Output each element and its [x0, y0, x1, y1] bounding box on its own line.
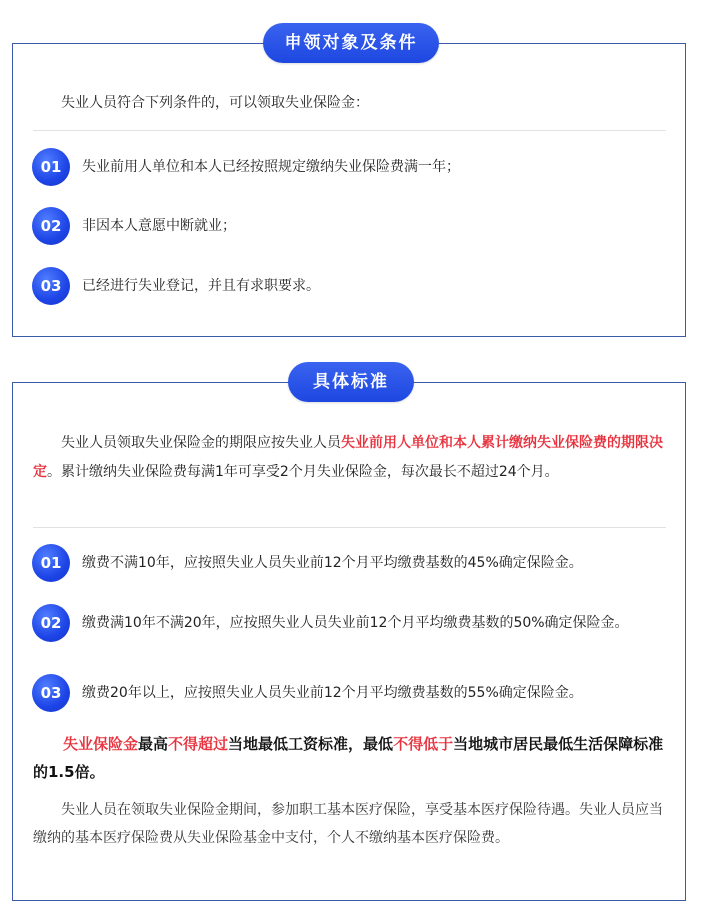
number-badge: 03: [32, 267, 70, 305]
number-badge: 02: [32, 207, 70, 245]
list-item: [32, 604, 668, 642]
number-badge: 01: [32, 148, 70, 186]
list-item-text: 缴费不满10年，应按照失业人员失业前12个月平均缴费基数的45%确定保险金。: [82, 555, 583, 571]
list-item: [32, 148, 667, 186]
highlight-text: 不得超过: [168, 735, 229, 753]
list-item: [32, 544, 668, 582]
list-item-text: 缴费满10年不满20年，应按照失业人员失业前12个月平均缴费基数的50%确定保险金。: [82, 615, 629, 631]
conditions-intro: 失业人员符合下列条件的，可以领取失业保险金：: [61, 95, 369, 111]
list-item-text: 已经进行失业登记，并且有求职要求。: [82, 278, 320, 294]
highlight-text: 失业保险金: [63, 735, 139, 753]
standards-intro: [33, 429, 669, 487]
list-item-text: 缴费20年以上，应按照失业人员失业前12个月平均缴费基数的55%确定保险金。: [82, 685, 583, 701]
list-item-text: 非因本人意愿中断就业；: [82, 218, 236, 234]
list-item: [32, 267, 667, 305]
benefit-limit-note: [33, 730, 669, 786]
list-item-text: 失业前用人单位和本人已经按照规定缴纳失业保险费满一年；: [82, 159, 460, 175]
section-title-conditions: 申领对象及条件: [263, 23, 439, 63]
section-title-standards: 具体标准: [288, 362, 414, 402]
highlight-text: 最高: [138, 735, 169, 753]
divider: [33, 130, 666, 131]
intro-highlight: 失业前用人单位和本人累计缴纳失业保险费的期限决定: [33, 435, 663, 480]
list-item: [32, 674, 668, 712]
highlight-text: 不得低于: [393, 735, 454, 753]
list-item: [32, 207, 667, 245]
medical-insurance-note: 失业人员在领取失业保险金期间，参加职工基本医疗保险，享受基本医疗保险待遇。失业人员应当缴纳的基本医疗保险费从失业保险基金中支付，个人不缴纳基本医疗保险费。: [33, 802, 663, 846]
intro-text: 失业人员领取失业保险金的期限应按失业人员: [61, 435, 341, 451]
divider: [33, 527, 666, 528]
number-badge: 03: [32, 674, 70, 712]
number-badge: 01: [32, 544, 70, 582]
highlight-text: 当地最低工资标准，最低: [228, 735, 394, 753]
intro-text: 。累计缴纳失业保险费每满1年可享受2个月失业保险金，每次最长不超过24个月。: [47, 464, 559, 480]
highlight-text: 当地城市居民最低生活保障标准的1.5倍。: [33, 735, 664, 781]
number-badge: 02: [32, 604, 70, 642]
